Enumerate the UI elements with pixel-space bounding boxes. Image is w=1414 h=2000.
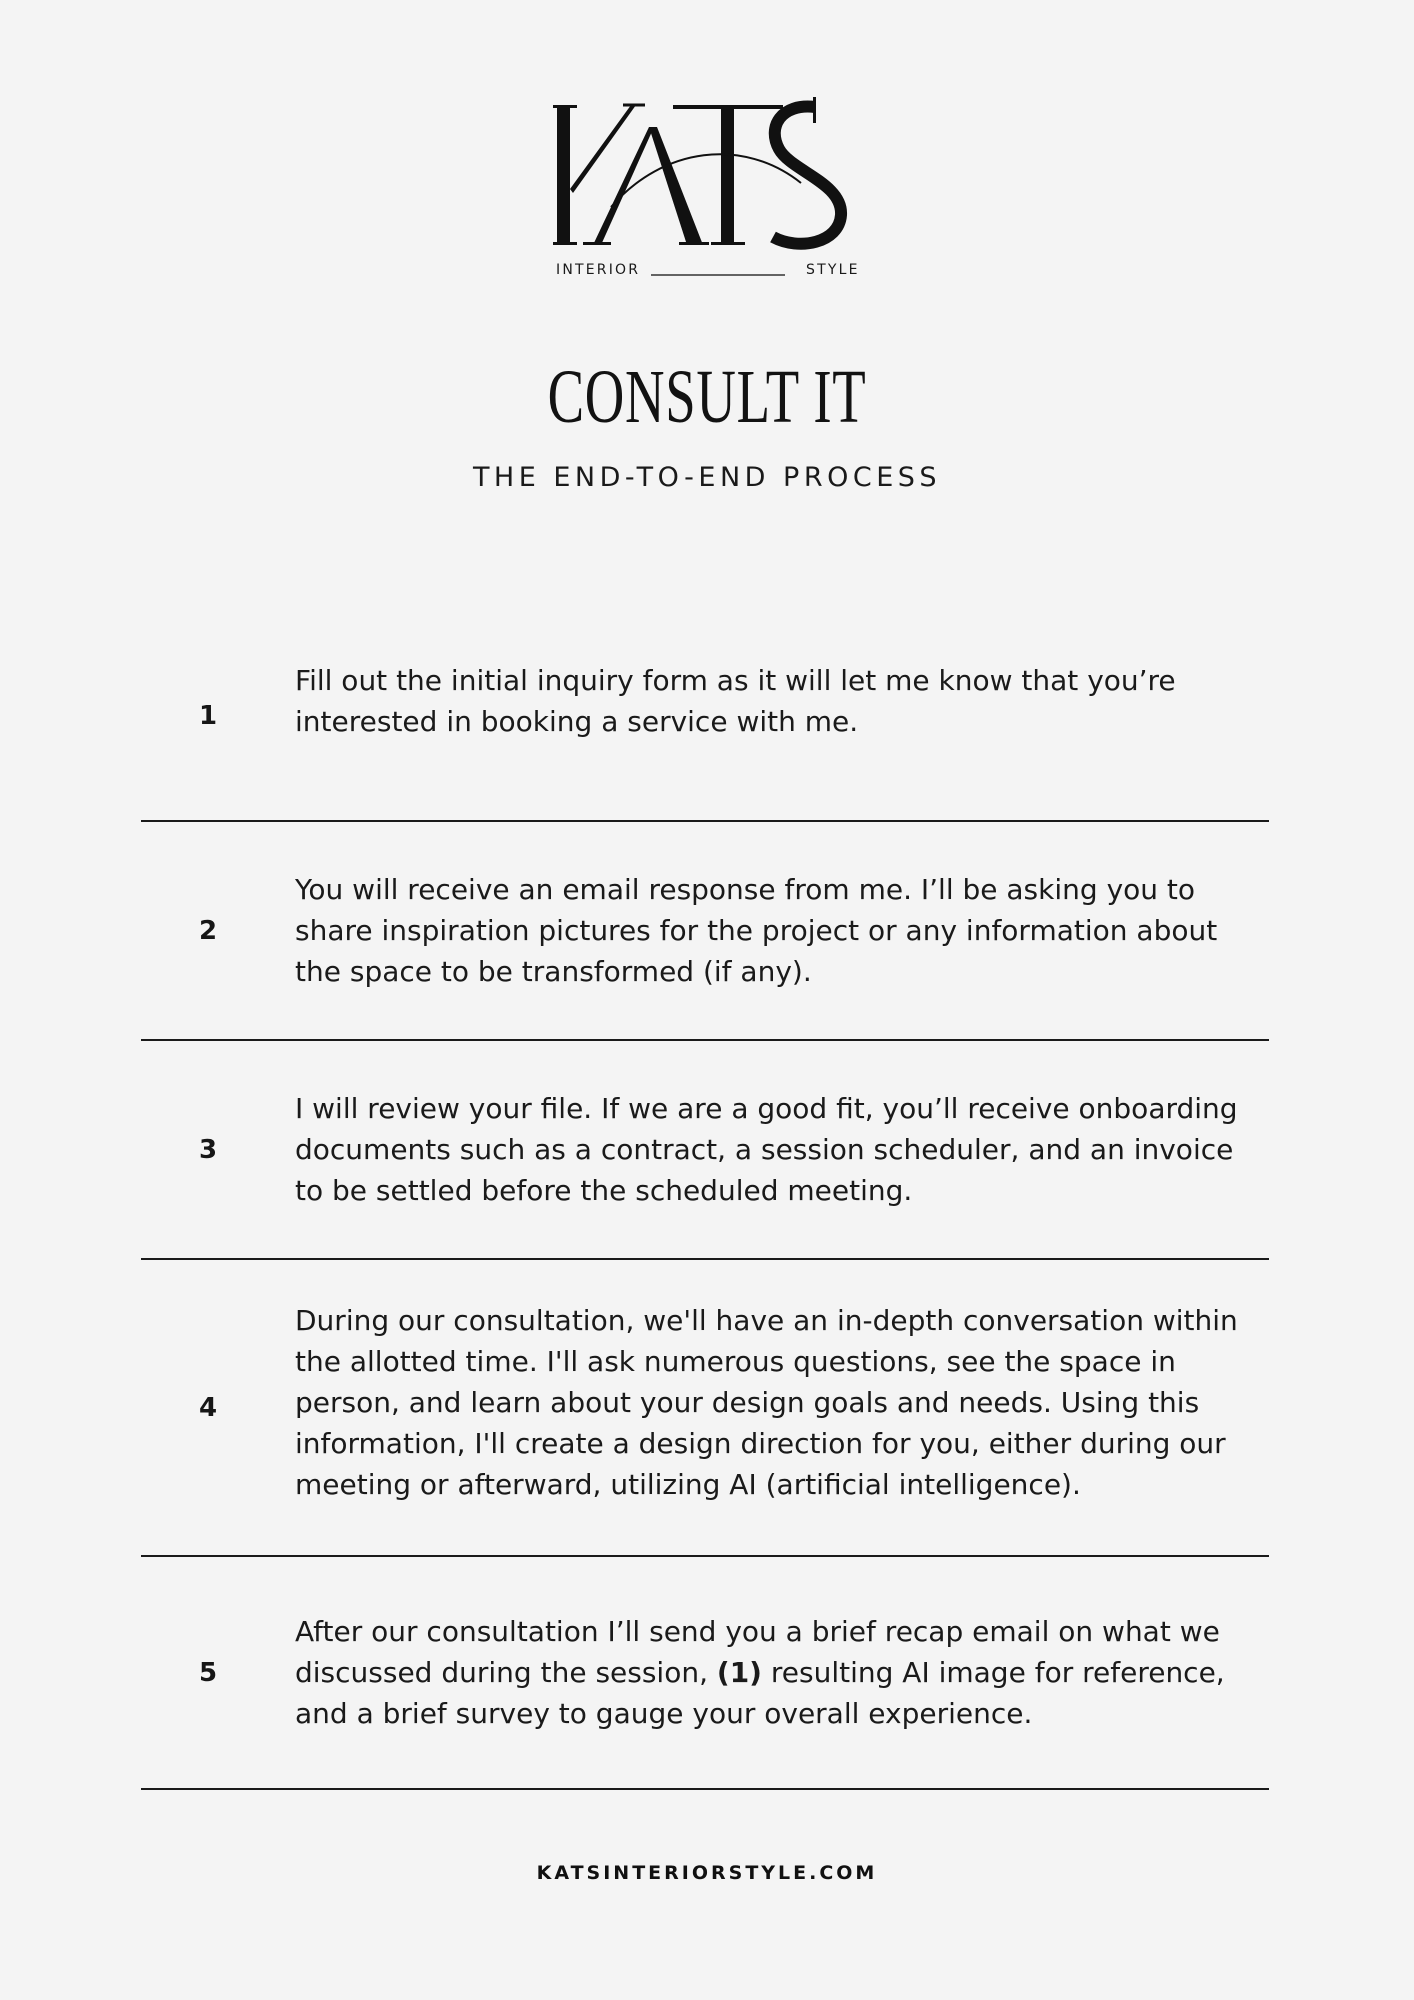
- process-steps: [141, 612, 1269, 1790]
- logo-t-serif: [711, 242, 745, 245]
- logo-k-stem: [557, 105, 570, 245]
- logo-s: [773, 107, 841, 244]
- logo-s-terminal: [813, 97, 816, 123]
- step-text: I will review your file. If we are a good fit, you’ll receive onboarding documents such as a contract, a session scheduler, and an invoice to be settled before the scheduled meeting.: [295, 1092, 1238, 1207]
- step-number: 1: [199, 701, 218, 731]
- logo-a-right: [649, 127, 703, 245]
- kats-monogram-svg: [553, 97, 863, 257]
- step-row: [141, 1260, 1269, 1557]
- page-title: CONSULT IT: [547, 355, 867, 439]
- logo-a-left: [593, 127, 654, 245]
- step-text-part: After our consultation I’ll send you a brief recap email on what we discussed during the session,: [295, 1615, 1220, 1689]
- logo-a-serif-left: [583, 242, 611, 245]
- step-number: 2: [199, 915, 218, 946]
- logo-word-interior: INTERIOR: [556, 262, 641, 278]
- step-number: 4: [199, 1392, 218, 1423]
- logo-a-serif-right: [679, 242, 709, 245]
- step-text: Fill out the initial inquiry form as it will let me know that you’re interested in booking a service with me.: [295, 664, 1176, 738]
- step-text: [295, 1611, 1269, 1734]
- logo-k-serif-top: [553, 105, 577, 108]
- step-number: 5: [199, 1657, 218, 1688]
- kats-logo-mark: [553, 97, 863, 287]
- logo-k-serif-bottom: [553, 242, 577, 245]
- step-row: [141, 822, 1269, 1041]
- step-text: During our consultation, we'll have an in-depth conversation within the allotted time. I'll ask numerous questions, see the space in person, and learn about your design goals and needs. Using this information, I'll create a design direction for you, either during our meeting or afterward, utilizing AI (artificial intelligence).: [295, 1304, 1238, 1501]
- step-row: [141, 1041, 1269, 1260]
- step-row: [141, 612, 1269, 822]
- step-text: You will receive an email response from me. I’ll be asking you to share inspiration pictures for the project or any information about the space to be transformed (if any).: [295, 873, 1218, 988]
- step-row: [141, 1557, 1269, 1790]
- page-subtitle: THE END-TO-END PROCESS: [472, 462, 942, 493]
- logo-t-stem: [721, 105, 734, 245]
- logo-arc: [611, 154, 801, 207]
- logo-word-style: STYLE: [806, 262, 860, 278]
- step-number: 3: [199, 1134, 218, 1165]
- step-text-bold: (1): [716, 1656, 762, 1689]
- website-footer: KATSINTERIORSTYLE.COM: [536, 1862, 878, 1884]
- step-text-part: resulting AI image for reference, and a brief survey to gauge your overall experience.: [295, 1656, 1225, 1730]
